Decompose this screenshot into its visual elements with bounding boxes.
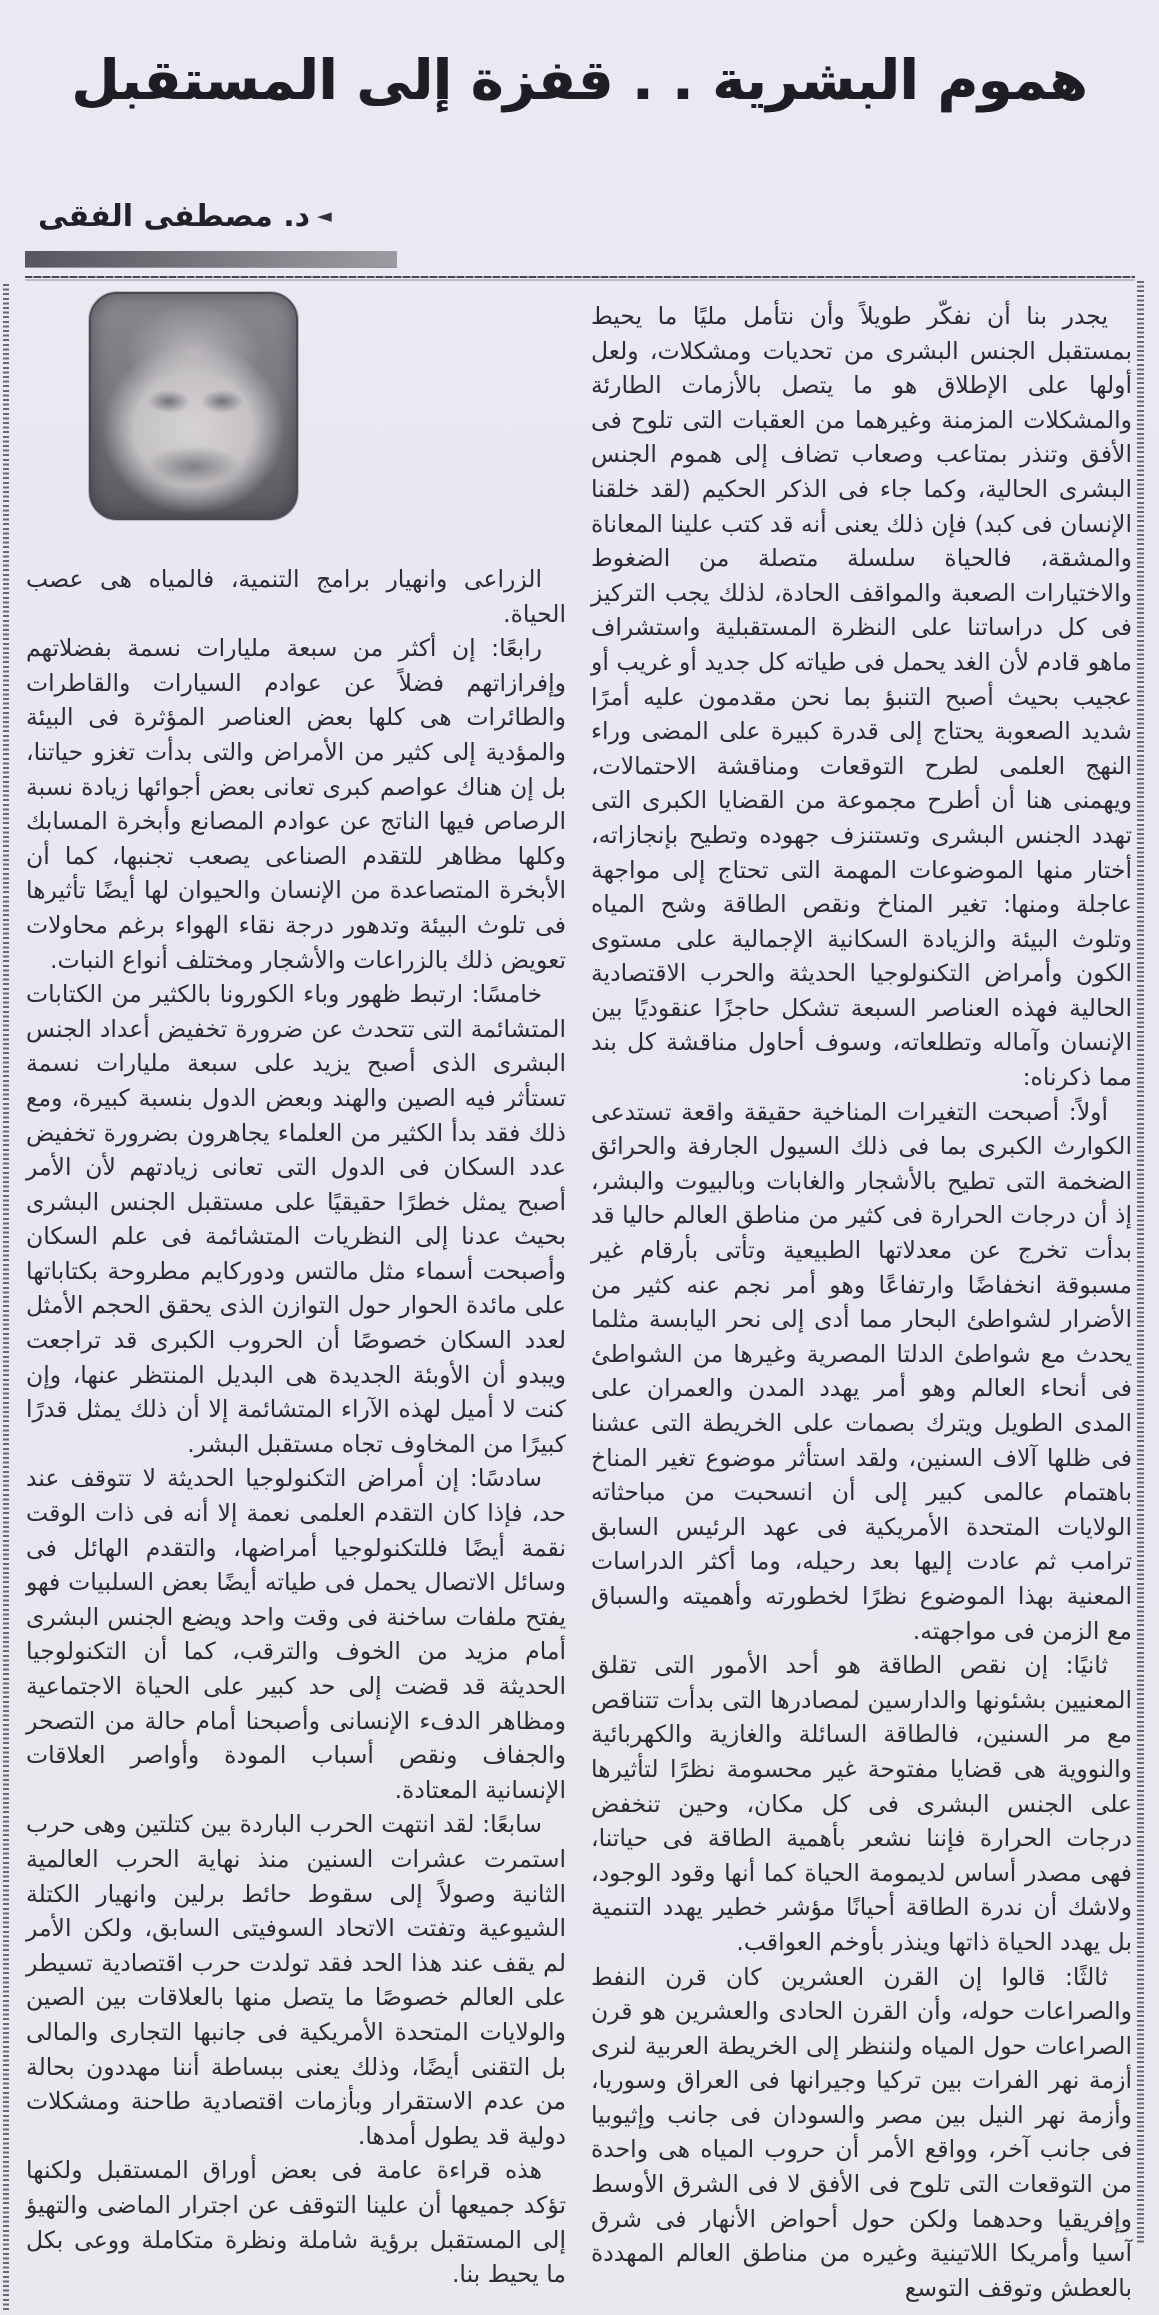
right-column xyxy=(591,299,1132,2305)
article-paragraph: خامسًا: ارتبط ظهور وباء الكورونا بالكثير من الكتابات المتشائمة التى تتحدث عن ضرورة تخفيض أعداد الجنس البشرى الذى أصبح يزيد على سبعة مليارات نسمة تستأثر فيه الصين والهند وبعض الدول بنسبة كبيرة، ومع ذلك فقد بدأ الكثير من العلماء يجاهرون بضرورة تخفيض عدد السكان فى الدول التى تعانى زيادتهم لأن الأمر أصبح يمثل خطرًا حقيقيًا على مستقبل الجنس البشرى بحيث عدنا إلى النظريات المتشائمة فى علم السكان وأصبحت أسماء مثل مالتس ودوركايم مطروحة بكتاباتها على مائدة الحوار حول التوازن الذى يحقق الحجم الأمثل لعدد السكان خصوصًا أن الحروب الكبرى قد تراجعت ويبدو أن الأوبئة الجديدة هى البديل المنتظر عنها، وإن كنت لا أميل لهذه الآراء المتشائمة إلا أن ذلك يمثل قدرًا كبيرًا من المخاوف تجاه مستقبل البشر. xyxy=(26,980,566,1458)
byline-divider-bar xyxy=(25,251,397,267)
right-column-dotted-rule xyxy=(1137,281,1144,2245)
byline-arrow-icon: ◄ xyxy=(317,205,332,227)
left-column xyxy=(26,286,566,2292)
left-column-dotted-rule xyxy=(3,284,9,2310)
author-name: د. مصطفى الفقى xyxy=(38,199,311,234)
article-paragraph: سابعًا: لقد انتهت الحرب الباردة بين كتلتين وهى حرب استمرت عشرات السنين منذ نهاية الحرب العالمية الثانية وصولاً إلى سقوط حائط برلين وانهيار الكتلة الشيوعية وتفتت الاتحاد السوفيتى السابق، ولكن الأمر لم يقف عند هذا الحد فقد تولدت حرب اقتصادية تسيطر على العالم خصوصًا ما يتصل منها بالعلاقات بين الصين والولايات المتحدة الأمريكية فى جانبها التجارى والمالى بل التقنى أيضًا، وذلك يعنى ببساطة أننا مهددون بحالة من عدم الاستقرار وبأزمات اقتصادية طاحنة ومشكلات دولية قد يطول أمدها. xyxy=(26,1810,566,2150)
left-column-text xyxy=(26,562,566,2292)
byline xyxy=(38,199,332,234)
article-paragraph: يجدر بنا أن نفكّر طويلاً وأن نتأمل مليًا ما يحيط بمستقبل الجنس البشرى من تحديات ومشكلات، ولعل أولها على الإطلاق هو ما يتصل بالأزمات الطارئة والمشكلات المزمنة وغيرهما من العقبات التى تلوح فى الأفق وتنذر بمتاعب وصعاب تضاف إلى هموم الجنس البشرى الحالية، وكما جاء فى الذكر الحكيم (لقد خلقنا الإنسان فى كبد) فإن ذلك يعنى أنه قد كتب علينا المعاناة والمشقة، فالحياة سلسلة متصلة من الضغوط والاختيارات الصعبة والمواقف الحادة، لذلك يجب التركيز فى كل دراساتنا على النظرة المستقبلية واستشراف ماهو قادم لأن الغد يحمل فى طياته كل جديد أو غريب أو عجيب بحيث أصبح التنبؤ بما نحن مقدمون عليه أمرًا شديد الصعوبة يحتاج إلى قدرة كبيرة على المضى وراء النهج العلمى لطرح التوقعات ومناقشة الاحتمالات، ويهمنى هنا أن أطرح مجموعة من القضايا الكبرى التى تهدد الجنس البشرى وتستنزف جهوده وتطيح بإنجازاته، أختار منها الموضوعات المهمة التى تحتاج إلى مواجهة عاجلة ومنها: تغير المناخ ونقص الطاقة وشح المياه وتلوث البيئة والزيادة السكانية الإجمالية على مستوى الكون وأمراض التكنولوجيا الحديثة والحرب الاقتصادية الحالية فهذه العناصر السبعة تشكل حاجزًا عنقوديًا بين الإنسان وآماله وتطلعاته، وسوف أحاول مناقشة كل بند مما ذكرناه: xyxy=(591,302,1132,1092)
author-photo xyxy=(89,292,298,520)
article-paragraph: سادسًا: إن أمراض التكنولوجيا الحديثة لا تتوقف عند حد، فإذا كان التقدم العلمى نعمة إلا أنه فى ذات الوقت نقمة أيضًا فللتكنولوجيا أمراضها، والتقدم الهائل فى وسائل الاتصال يحمل فى طياته أيضًا بعض السلبيات فهو يفتح ملفات ساخنة فى وقت واحد ويضع الجنس البشرى أمام مزيد من الخوف والترقب، كما أن التكنولوجيا الحديثة قد قضت إلى حد كبير على الحياة الاجتماعية ومظاهر الدفء الإنسانى وأصبحنا أمام حالة من التصحر والجفاف ونقص أسباب المودة وأواصر العلاقات الإنسانية المعتادة. xyxy=(26,1464,566,1804)
article-paragraph: رابعًا: إن أكثر من سبعة مليارات نسمة بفضلاتهم وإفرازاتهم فضلاً عن عوادم السيارات والقاطرات والطائرات هى كلها بعض العناصر المؤثرة فى البيئة والمؤدية إلى كثير من الأمراض والتى بدأت تغزو حياتنا، بل إن هناك عواصم كبرى تعانى بعض أجوائها زيادة نسبة الرصاص فيها الناتج عن عوادم المصانع وأبخرة المسابك وكلها مظاهر للتقدم الصناعى يصعب تجنبها، كما أن الأبخرة المتصاعدة من الإنسان والحيوان لها أيضًا تأثيرها فى تلوث البيئة وتدهور درجة نقاء الهواء برغم محاولات تعويض ذلك بالزراعات والأشجار ومختلف أنواع النبات. xyxy=(26,634,566,974)
article-title: هموم البشرية . . قفزة إلى المستقبل xyxy=(71,47,1088,112)
article-paragraph: هذه قراءة عامة فى بعض أوراق المستقبل ولكنها تؤكد جميعها أن علينا التوقف عن اجترار الماضى والتهيؤ إلى المستقبل برؤية شاملة ونظرة متكاملة ووعى بكل ما يحيط بنا. xyxy=(26,2156,566,2289)
article-paragraph: الزراعى وانهيار برامج التنمية، فالمياه هى عصب الحياة. xyxy=(26,565,566,628)
article-paragraph: ثالثًا: قالوا إن القرن العشرين كان قرن النفط والصراعات حوله، وأن القرن الحادى والعشرين هو قرن الصراعات حول المياه ولننظر إلى الخريطة العربية لنرى أزمة نهر الفرات بين تركيا وجيرانها فى العراق وسوريا، وأزمة نهر النيل بين مصر والسودان فى جانب وإثيوبيا فى جانب آخر، وواقع الأمر أن حروب المياه هى واحدة من التوقعات التى تلوح فى الأفق لا فى الشرق الأوسط وإفريقيا وحدهما ولكن حول أحواض الأنهار فى شرق آسيا وأمريكا اللاتينية وغيره من مناطق العالم المهددة بالعطش وتوقف التوسع xyxy=(591,1962,1132,2302)
article-paragraph: ثانيًا: إن نقص الطاقة هو أحد الأمور التى تقلق المعنيين بشئونها والدارسين لمصادرها التى بدأت تتناقص مع مر السنين، فالطاقة السائلة والغازية والكهربائية والنووية هى قضايا مفتوحة غير محسومة نظرًا لتأثيرها على الجنس البشرى فى كل مكان، وحين تنخفض درجات الحرارة فإننا نشعر بأهمية الطاقة فى حياتنا، فهى مصدر أساس لديمومة الحياة كما أنها وقود الوجود، ولاشك أن ندرة الطاقة أحيانًا مؤشر خطير يهدد التنمية بل يهدد الحياة ذاتها وينذر بأوخم العواقب. xyxy=(591,1651,1132,1956)
header-rule xyxy=(25,276,1135,278)
article-paragraph: أولاً: أصبحت التغيرات المناخية حقيقة واقعة تستدعى الكوارث الكبرى بما فى ذلك السيول الجارفة والحرائق الضخمة التى تطيح بالأشجار والغابات وبالبيوت والبشر، إذ أن درجات الحرارة فى كثير من مناطق العالم حاليا قد بدأت تخرج عن معدلاتها الطبيعية وتأتى بأرقام غير مسبوقة انخفاضًا وارتفاعًا وهو أمر نجم عنه كثير من الأضرار لشواطئ البحار مما أدى إلى نحر اليابسة مثلما يحدث مع شواطئ الدلتا المصرية وغيرها من الشواطئ فى أنحاء العالم وهو أمر يهدد المدن والعمران على المدى الطويل ويترك بصمات على الخريطة التى عشنا فى ظلها آلاف السنين، ولقد استأثر موضوع تغير المناخ باهتمام عالمى كبير إلى أن انسحبت من مباحثاته الولايات المتحدة الأمريكية فى عهد الرئيس السابق ترامب ثم عادت إليها بعد رحيله، وما أكثر الدراسات المعنية بهذا الموضوع نظرًا لخطورته وأهميته والسباق مع الزمن فى مواجهته. xyxy=(591,1097,1132,1645)
